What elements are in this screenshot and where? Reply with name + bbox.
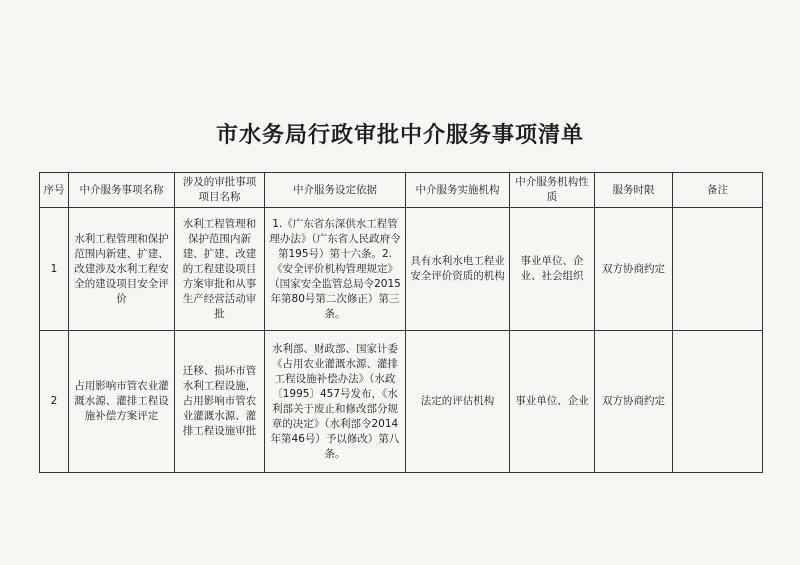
cell-basis: 水利部、财政部、国家计委《占用农业灌溉水源、灌排工程设施补偿办法》（水政〔1995〕457号发布，《水利部关于废止和修改部分规章的决定》（水利部令2014年第46号）予以修改）第八条。 [265,331,406,473]
table-row [40,331,763,473]
cell-no: 1 [40,208,69,331]
header-agency: 中介服务实施机构 [406,173,510,208]
header-basis: 中介服务设定依据 [265,173,406,208]
table-row [40,208,763,331]
cell-service-name: 占用影响市管农业灌溉水源、灌排工程设施补偿方案评定 [69,331,175,473]
table-header-row [40,173,763,208]
cell-nature: 事业单位、企业 [510,331,595,473]
cell-nature: 事业单位、企业、社会组织 [510,208,595,331]
cell-remark [673,331,763,473]
header-approval-item: 涉及的审批事项项目名称 [175,173,265,208]
header-no: 序号 [40,173,69,208]
cell-service-name: 水利工程管理和保护范围内新建、扩建、改建涉及水利工程安全的建设项目安全评价 [69,208,175,331]
header-time-limit: 服务时限 [595,173,673,208]
cell-remark [673,208,763,331]
cell-agency: 法定的评估机构 [406,331,510,473]
page-title: 市水务局行政审批中介服务事项清单 [215,122,584,148]
header-remark: 备注 [673,173,763,208]
cell-approval-item: 水利工程管理和保护范围内新建、扩建、改建的工程建设项目方案审批和从事生产经营活动审批 [175,208,265,331]
cell-no: 2 [40,331,69,473]
cell-basis: 1.《广东省东深供水工程管理办法》（广东省人民政府令第195号）第十六条。2.《安全评价机构管理规定》（国家安全监管总局令2015年第80号第二次修正）第三条。 [265,208,406,331]
cell-time-limit: 双方协商约定 [595,331,673,473]
cell-approval-item: 迁移、损坏市管水利工程设施，占用影响市管农业灌溉水源、灌排工程设施审批 [175,331,265,473]
cell-agency: 具有水利水电工程业安全评价资质的机构 [406,208,510,331]
header-service-name: 中介服务事项名称 [69,173,175,208]
cell-time-limit: 双方协商约定 [595,208,673,331]
service-items-table [39,172,763,473]
header-nature: 中介服务机构性质 [510,173,595,208]
